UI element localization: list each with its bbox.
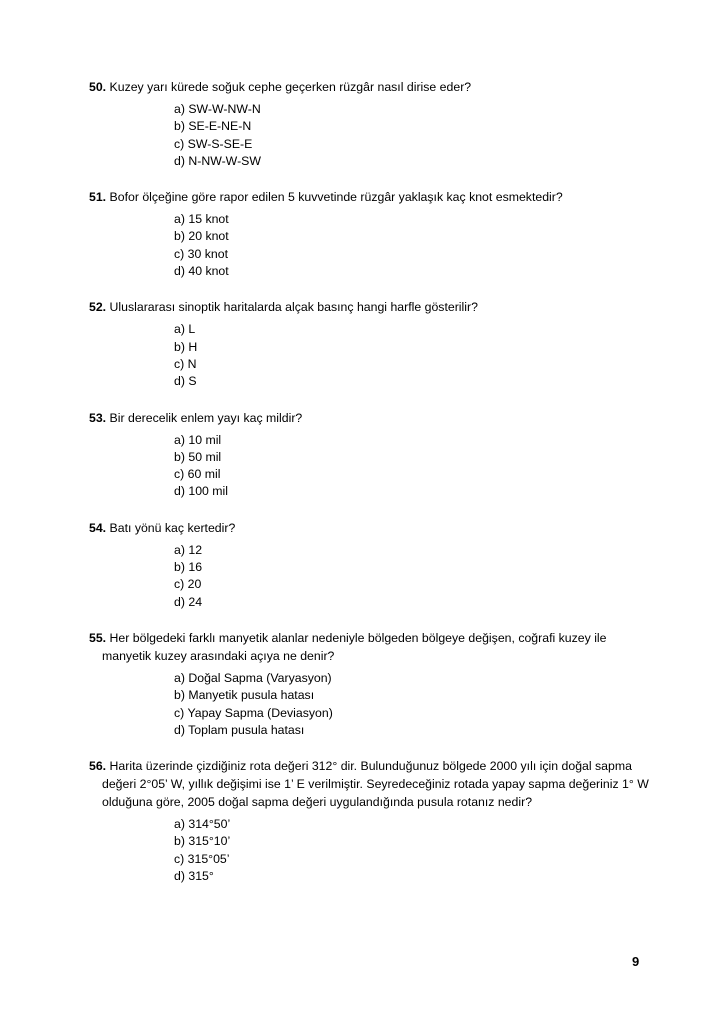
question-text bbox=[89, 188, 649, 206]
option-a: a) 314°50’ bbox=[174, 817, 231, 832]
option-list bbox=[89, 432, 649, 501]
option-c: c) 60 mil bbox=[174, 467, 221, 482]
option-b: b) SE-E-NE-N bbox=[174, 119, 252, 134]
question-number: 54. bbox=[89, 520, 107, 535]
option-b: b) 50 mil bbox=[174, 449, 222, 464]
option-b: b) 20 knot bbox=[174, 229, 229, 244]
option-a: a) 10 mil bbox=[174, 432, 222, 447]
question-text bbox=[89, 298, 649, 316]
option-c: c) 20 bbox=[174, 577, 202, 592]
question-text bbox=[89, 629, 649, 665]
question-text bbox=[89, 409, 649, 427]
question-body: Batı yönü kaç kertedir? bbox=[109, 520, 236, 535]
question-body: Bofor ölçeğine göre rapor edilen 5 kuvvetinde rüzgâr yaklaşık kaç knot esmektedir? bbox=[109, 190, 563, 205]
option-d: d) N-NW-W-SW bbox=[174, 153, 261, 168]
question-55 bbox=[89, 629, 649, 739]
question-body: Harita üzerinde çizdiğiniz rota değeri 312° dir. Bulunduğunuz bölgede 2000 yılı için doğal sapma değeri 2°05’ W, yıllık değişimi ise 1’ E verilmiştir. Seyredeceğiniz rotada yapay sapma değeriniz 1° W olduğuna göre, 2005 doğal sapma değeri uygulandığında pusula rotanız nedir? bbox=[102, 759, 649, 810]
option-list bbox=[89, 816, 649, 885]
option-c: c) 315°05’ bbox=[174, 851, 230, 866]
option-b: b) 315°10’ bbox=[174, 834, 231, 849]
question-body: Her bölgedeki farklı manyetik alanlar nedeniyle bölgeden bölgeye değişen, coğrafi kuzey ile manyetik kuzey arasındaki açıya ne denir? bbox=[102, 630, 607, 663]
option-d: d) Toplam pusula hatası bbox=[174, 722, 305, 737]
page-number: 9 bbox=[632, 954, 640, 969]
option-c: c) Yapay Sapma (Deviasyon) bbox=[174, 705, 333, 720]
option-c: c) N bbox=[174, 356, 197, 371]
question-body: Kuzey yarı kürede soğuk cephe geçerken rüzgâr nasıl dirise eder? bbox=[109, 80, 472, 94]
question-number: 50. bbox=[89, 80, 107, 94]
option-b: b) H bbox=[174, 339, 198, 354]
option-a: a) 12 bbox=[174, 542, 203, 557]
question-56 bbox=[89, 757, 649, 885]
question-list bbox=[89, 78, 649, 903]
question-number: 51. bbox=[89, 190, 107, 205]
option-a: a) L bbox=[174, 322, 196, 337]
question-number: 55. bbox=[89, 630, 107, 645]
question-body: Bir derecelik enlem yayı kaç mildir? bbox=[109, 410, 303, 425]
question-number: 53. bbox=[89, 410, 107, 425]
option-d: d) 100 mil bbox=[174, 484, 228, 499]
option-list bbox=[89, 211, 649, 280]
option-list bbox=[89, 321, 649, 390]
option-c: c) SW-S-SE-E bbox=[174, 136, 253, 151]
question-51 bbox=[89, 188, 649, 280]
option-b: b) 16 bbox=[174, 560, 203, 575]
question-text bbox=[89, 519, 649, 537]
option-c: c) 30 knot bbox=[174, 246, 228, 261]
option-a: a) 15 knot bbox=[174, 212, 229, 227]
option-d: d) 24 bbox=[174, 594, 203, 609]
option-list bbox=[89, 542, 649, 611]
question-text bbox=[89, 78, 649, 96]
option-b: b) Manyetik pusula hatası bbox=[174, 688, 315, 703]
option-a: a) SW-W-NW-N bbox=[174, 102, 261, 116]
option-list bbox=[89, 670, 649, 739]
question-54 bbox=[89, 519, 649, 611]
question-50 bbox=[89, 78, 649, 170]
question-52 bbox=[89, 298, 649, 390]
question-number: 56. bbox=[89, 759, 107, 774]
option-a: a) Doğal Sapma (Varyasyon) bbox=[174, 670, 332, 685]
question-body: Uluslararası sinoptik haritalarda alçak basınç hangi harfle gösterilir? bbox=[109, 300, 478, 315]
question-53 bbox=[89, 409, 649, 501]
question-text bbox=[89, 757, 649, 811]
option-d: d) 315° bbox=[174, 869, 214, 884]
question-number: 52. bbox=[89, 300, 107, 315]
option-d: d) S bbox=[174, 374, 197, 389]
option-d: d) 40 knot bbox=[174, 264, 229, 279]
option-list bbox=[89, 101, 649, 170]
